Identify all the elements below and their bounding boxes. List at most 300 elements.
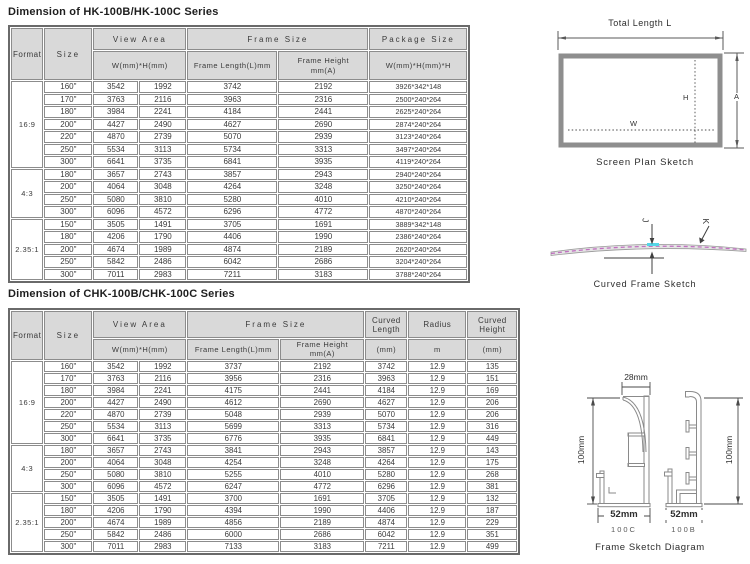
- data-cell: 4870*240*264: [369, 206, 467, 218]
- data-cell: 5048: [187, 409, 279, 420]
- data-cell: 3048: [139, 181, 186, 193]
- data-cell: 3248: [278, 181, 368, 193]
- data-cell: 12.9: [408, 421, 466, 432]
- data-cell: 3935: [278, 156, 368, 168]
- data-cell: 2490: [139, 397, 186, 408]
- data-cell: 170": [44, 94, 92, 106]
- right-profile-name: 100B: [671, 525, 697, 534]
- table-row: [11, 131, 467, 143]
- col-package-wh: W(mm)*H(mm)*H: [369, 51, 467, 80]
- data-cell: 3313: [280, 421, 364, 432]
- data-cell: 12.9: [408, 409, 466, 420]
- data-cell: 2241: [139, 106, 186, 118]
- data-cell: 2940*240*264: [369, 169, 467, 181]
- data-cell: 5070: [187, 131, 277, 143]
- table-row: [11, 181, 467, 193]
- data-cell: 200": [44, 181, 92, 193]
- table-row: [11, 505, 517, 516]
- data-cell: 3123*240*264: [369, 131, 467, 143]
- data-cell: 6641: [93, 156, 138, 168]
- data-cell: 3248: [280, 457, 364, 468]
- table-row: [11, 433, 517, 444]
- data-cell: 3705: [365, 493, 407, 504]
- data-cell: 150": [44, 493, 92, 504]
- data-cell: 4206: [93, 231, 138, 243]
- table-row: [11, 361, 517, 372]
- table-row: [11, 529, 517, 540]
- data-cell: 3113: [139, 144, 186, 156]
- data-cell: 3788*240*264: [369, 269, 467, 281]
- table-row: [11, 385, 517, 396]
- table-row: [11, 517, 517, 528]
- data-cell: 3926*342*148: [369, 81, 467, 93]
- data-cell: 4406: [187, 231, 277, 243]
- data-cell: 7133: [187, 541, 279, 552]
- table-row: [11, 94, 467, 106]
- data-cell: 5255: [187, 469, 279, 480]
- data-cell: 250": [44, 256, 92, 268]
- data-cell: 6296: [365, 481, 407, 492]
- data-cell: 220": [44, 409, 92, 420]
- col-frame-size: Frame Size: [187, 311, 364, 338]
- data-cell: 3889*342*148: [369, 219, 467, 231]
- data-cell: 2939: [278, 131, 368, 143]
- col-view-area-wh: W(mm)*H(mm): [93, 51, 186, 80]
- data-cell: 2625*240*264: [369, 106, 467, 118]
- data-cell: 4612: [187, 397, 279, 408]
- data-cell: 3183: [278, 269, 368, 281]
- data-cell: 300": [44, 156, 92, 168]
- left-profile-name: 100C: [611, 525, 637, 534]
- data-cell: 3700: [187, 493, 279, 504]
- data-cell: 12.9: [408, 529, 466, 540]
- chk-series-title: Dimension of CHK-100B/CHK-100C Series: [8, 288, 235, 300]
- data-cell: 1989: [139, 244, 186, 256]
- data-cell: 1491: [139, 219, 186, 231]
- data-cell: 4772: [278, 206, 368, 218]
- data-cell: 6042: [187, 256, 277, 268]
- frame-height-label: Frame Height: [296, 340, 349, 349]
- data-cell: 3204*240*264: [369, 256, 467, 268]
- data-cell: 143: [467, 445, 517, 456]
- data-cell: 4427: [93, 119, 138, 131]
- data-cell: 2739: [139, 131, 186, 143]
- data-cell: 2116: [139, 94, 186, 106]
- right-profile-52mm-label: 52mm: [664, 510, 704, 520]
- data-cell: 5534: [93, 421, 138, 432]
- data-cell: 4394: [187, 505, 279, 516]
- table-row: [11, 256, 467, 268]
- data-cell: 250": [44, 469, 92, 480]
- data-cell: 268: [467, 469, 517, 480]
- data-cell: 7011: [93, 541, 138, 552]
- data-cell: 180": [44, 445, 92, 456]
- col-curved-length-unit: (mm): [365, 339, 407, 360]
- data-cell: 175: [467, 457, 517, 468]
- data-cell: 2686: [278, 256, 368, 268]
- data-cell: 2316: [280, 373, 364, 384]
- data-cell: 2241: [139, 385, 186, 396]
- table-row: [11, 169, 467, 181]
- data-cell: 5280: [365, 469, 407, 480]
- data-cell: 250": [44, 529, 92, 540]
- data-cell: 1790: [139, 231, 186, 243]
- data-cell: 3963: [187, 94, 277, 106]
- data-cell: 2686: [280, 529, 364, 540]
- data-cell: 1992: [139, 361, 186, 372]
- data-cell: 5080: [93, 469, 138, 480]
- data-cell: 6296: [187, 206, 277, 218]
- table-row: [11, 156, 467, 168]
- data-cell: 499: [467, 541, 517, 552]
- data-cell: 316: [467, 421, 517, 432]
- left-profile-100mm-label: 100mm: [576, 435, 586, 465]
- data-cell: 4874: [365, 517, 407, 528]
- data-cell: 5699: [187, 421, 279, 432]
- data-cell: 135: [467, 361, 517, 372]
- hk-dimension-table-wrap: [8, 25, 470, 283]
- data-cell: 12.9: [408, 541, 466, 552]
- frame-sketch-caption: Frame Sketch Diagram: [595, 542, 705, 553]
- data-cell: 5080: [93, 194, 138, 206]
- data-cell: 1491: [139, 493, 186, 504]
- data-cell: 381: [467, 481, 517, 492]
- data-cell: 4184: [365, 385, 407, 396]
- data-cell: 300": [44, 269, 92, 281]
- table-row: [11, 469, 517, 480]
- data-cell: 351: [467, 529, 517, 540]
- j-dim-label: J: [640, 218, 651, 223]
- data-cell: 4175: [187, 385, 279, 396]
- data-cell: 3956: [187, 373, 279, 384]
- data-cell: 1989: [139, 517, 186, 528]
- data-cell: 4210*240*264: [369, 194, 467, 206]
- data-cell: 3705: [187, 219, 277, 231]
- data-cell: 3810: [139, 469, 186, 480]
- data-cell: 4427: [93, 397, 138, 408]
- data-cell: 4206: [93, 505, 138, 516]
- col-view-area: View Area: [93, 28, 186, 50]
- col-frame-height: [278, 51, 368, 80]
- table-row: [11, 397, 517, 408]
- data-cell: 12.9: [408, 505, 466, 516]
- col-curved-height: Curved Height: [467, 311, 517, 338]
- data-cell: 300": [44, 206, 92, 218]
- data-cell: 4406: [365, 505, 407, 516]
- data-cell: 250": [44, 421, 92, 432]
- table-row: [11, 373, 517, 384]
- table-header-row: [11, 311, 517, 338]
- chk-dimension-table-wrap: [8, 308, 520, 555]
- format-cell: 16:9: [11, 361, 43, 444]
- data-cell: 3505: [93, 493, 138, 504]
- profile-28mm-label: 28mm: [624, 372, 648, 382]
- data-cell: 4627: [187, 119, 277, 131]
- format-cell: 2.35:1: [11, 219, 43, 281]
- data-cell: 4010: [280, 469, 364, 480]
- data-cell: 2743: [139, 445, 186, 456]
- data-cell: 2316: [278, 94, 368, 106]
- data-cell: 3497*240*264: [369, 144, 467, 156]
- data-cell: 6042: [365, 529, 407, 540]
- data-cell: 3857: [187, 169, 277, 181]
- table-header-row: [11, 28, 467, 50]
- data-cell: 1990: [278, 231, 368, 243]
- data-cell: 4874: [187, 244, 277, 256]
- table-row: [11, 206, 467, 218]
- frame-profiles-drawing: [540, 330, 750, 564]
- data-cell: 12.9: [408, 469, 466, 480]
- data-cell: 1990: [280, 505, 364, 516]
- table-row: [11, 194, 467, 206]
- data-cell: 2743: [139, 169, 186, 181]
- col-frame-height: [280, 339, 364, 360]
- data-cell: 12.9: [408, 481, 466, 492]
- table-row: [11, 231, 467, 243]
- data-cell: 180": [44, 231, 92, 243]
- data-cell: 3857: [365, 445, 407, 456]
- data-cell: 200": [44, 457, 92, 468]
- table-row: [11, 244, 467, 256]
- table-row: [11, 445, 517, 456]
- data-cell: 3742: [365, 361, 407, 372]
- data-cell: 12.9: [408, 373, 466, 384]
- data-cell: 3737: [187, 361, 279, 372]
- data-cell: 6841: [365, 433, 407, 444]
- data-cell: 250": [44, 194, 92, 206]
- data-cell: 3763: [93, 373, 138, 384]
- col-view-area-wh: W(mm)*H(mm): [93, 339, 186, 360]
- data-cell: 12.9: [408, 493, 466, 504]
- data-cell: 4264: [187, 181, 277, 193]
- data-cell: 180": [44, 505, 92, 516]
- data-cell: 12.9: [408, 397, 466, 408]
- data-cell: 5842: [93, 529, 138, 540]
- data-cell: 7011: [93, 269, 138, 281]
- data-cell: 200": [44, 517, 92, 528]
- data-cell: 180": [44, 385, 92, 396]
- table-row: [11, 219, 467, 231]
- data-cell: 3113: [139, 421, 186, 432]
- data-cell: 1691: [278, 219, 368, 231]
- data-cell: 4870: [93, 131, 138, 143]
- data-cell: 2441: [280, 385, 364, 396]
- data-cell: 187: [467, 505, 517, 516]
- data-cell: 6096: [93, 481, 138, 492]
- data-cell: 4674: [93, 244, 138, 256]
- data-cell: 2943: [280, 445, 364, 456]
- data-cell: 3935: [280, 433, 364, 444]
- data-cell: 200": [44, 244, 92, 256]
- data-cell: 1790: [139, 505, 186, 516]
- data-cell: 1992: [139, 81, 186, 93]
- width-dim-label: W: [630, 119, 638, 128]
- data-cell: 2386*240*264: [369, 231, 467, 243]
- table-row: [11, 541, 517, 552]
- frame-height-unit: mm(A): [310, 65, 336, 75]
- frame-height-unit: mm(A): [309, 349, 335, 359]
- col-package-size: Package Size: [369, 28, 467, 50]
- table-row: [11, 269, 467, 281]
- data-cell: 2739: [139, 409, 186, 420]
- data-cell: 12.9: [408, 385, 466, 396]
- data-cell: 6641: [93, 433, 138, 444]
- table-row: [11, 106, 467, 118]
- hk-series-title: Dimension of HK-100B/HK-100C Series: [8, 6, 219, 18]
- table-row: [11, 119, 467, 131]
- data-cell: 300": [44, 481, 92, 492]
- data-cell: 3657: [93, 169, 138, 181]
- data-cell: 3735: [139, 156, 186, 168]
- table-row: [11, 144, 467, 156]
- col-frame-size: Frame Size: [187, 28, 368, 50]
- data-cell: 12.9: [408, 361, 466, 372]
- data-cell: 2690: [280, 397, 364, 408]
- data-cell: 6776: [187, 433, 279, 444]
- data-cell: 220": [44, 131, 92, 143]
- table-row: [11, 421, 517, 432]
- data-cell: 4064: [93, 181, 138, 193]
- data-cell: 12.9: [408, 433, 466, 444]
- data-cell: 200": [44, 397, 92, 408]
- data-cell: 2189: [278, 244, 368, 256]
- left-profile-52mm-label: 52mm: [604, 510, 644, 520]
- col-frame-length: Frame Length(L)mm: [187, 339, 279, 360]
- col-curved-length: Curved Length: [365, 311, 407, 338]
- data-cell: 6247: [187, 481, 279, 492]
- data-cell: 3810: [139, 194, 186, 206]
- data-cell: 2620*240*264: [369, 244, 467, 256]
- data-cell: 6096: [93, 206, 138, 218]
- col-format: Format: [11, 28, 43, 80]
- data-cell: 5842: [93, 256, 138, 268]
- screen-plan-caption: Screen Plan Sketch: [596, 157, 694, 168]
- data-cell: 300": [44, 433, 92, 444]
- frame-sketch-diagram: [540, 330, 750, 564]
- data-cell: 2983: [139, 541, 186, 552]
- data-cell: 250": [44, 144, 92, 156]
- hk-dimension-table: [10, 27, 468, 281]
- data-cell: 12.9: [408, 517, 466, 528]
- data-cell: 2690: [278, 119, 368, 131]
- data-cell: 449: [467, 433, 517, 444]
- frame-height-label: Frame Height: [297, 56, 350, 66]
- format-cell: 4:3: [11, 169, 43, 218]
- data-cell: 2486: [139, 256, 186, 268]
- col-radius-unit: m: [408, 339, 466, 360]
- data-cell: 132: [467, 493, 517, 504]
- data-cell: 4064: [93, 457, 138, 468]
- data-cell: 3963: [365, 373, 407, 384]
- data-cell: 5280: [187, 194, 277, 206]
- data-cell: 180": [44, 169, 92, 181]
- data-cell: 4572: [139, 206, 186, 218]
- data-cell: 3984: [93, 385, 138, 396]
- k-dim-label: K: [701, 218, 712, 225]
- format-cell: 2.35:1: [11, 493, 43, 552]
- screen-plan-sketch: [540, 0, 750, 178]
- a-dim-label: A: [734, 92, 740, 101]
- data-cell: 1691: [280, 493, 364, 504]
- data-cell: 4184: [187, 106, 277, 118]
- data-cell: 2192: [280, 361, 364, 372]
- total-length-dim-label: Total Length L: [608, 18, 672, 28]
- data-cell: 151: [467, 373, 517, 384]
- data-cell: 12.9: [408, 445, 466, 456]
- data-cell: 206: [467, 397, 517, 408]
- data-cell: 4856: [187, 517, 279, 528]
- data-cell: 3735: [139, 433, 186, 444]
- data-cell: 3984: [93, 106, 138, 118]
- data-cell: 169: [467, 385, 517, 396]
- data-cell: 229: [467, 517, 517, 528]
- table-row: [11, 493, 517, 504]
- data-cell: 3763: [93, 94, 138, 106]
- data-cell: 4572: [139, 481, 186, 492]
- data-cell: 3048: [139, 457, 186, 468]
- data-cell: 2116: [139, 373, 186, 384]
- data-cell: 160": [44, 361, 92, 372]
- data-cell: 2192: [278, 81, 368, 93]
- data-cell: 4119*240*264: [369, 156, 467, 168]
- data-cell: 2486: [139, 529, 186, 540]
- format-cell: 4:3: [11, 445, 43, 492]
- data-cell: 160": [44, 81, 92, 93]
- data-cell: 4870: [93, 409, 138, 420]
- data-cell: 3505: [93, 219, 138, 231]
- data-cell: 200": [44, 119, 92, 131]
- data-cell: 2943: [278, 169, 368, 181]
- data-cell: 206: [467, 409, 517, 420]
- col-size: Size: [44, 311, 92, 360]
- data-cell: 3742: [187, 81, 277, 93]
- data-cell: 150": [44, 219, 92, 231]
- data-cell: 2189: [280, 517, 364, 528]
- data-cell: 3313: [278, 144, 368, 156]
- col-view-area: View Area: [93, 311, 186, 338]
- data-cell: 6000: [187, 529, 279, 540]
- data-cell: 2441: [278, 106, 368, 118]
- data-cell: 5070: [365, 409, 407, 420]
- data-cell: 180": [44, 106, 92, 118]
- table-row: [11, 481, 517, 492]
- data-cell: 4772: [280, 481, 364, 492]
- curved-frame-sketch: [540, 180, 750, 298]
- data-cell: 5534: [93, 144, 138, 156]
- data-cell: 2939: [280, 409, 364, 420]
- data-cell: 2500*240*264: [369, 94, 467, 106]
- height-dim-label: H: [683, 93, 689, 102]
- data-cell: 3250*240*264: [369, 181, 467, 193]
- data-cell: 5734: [187, 144, 277, 156]
- data-cell: 7211: [187, 269, 277, 281]
- data-cell: 3841: [187, 445, 279, 456]
- data-cell: 3657: [93, 445, 138, 456]
- curved-frame-caption: Curved Frame Sketch: [593, 279, 697, 289]
- col-format: Format: [11, 311, 43, 360]
- data-cell: 2490: [139, 119, 186, 131]
- data-cell: 3542: [93, 81, 138, 93]
- col-size: Size: [44, 28, 92, 80]
- data-cell: 4627: [365, 397, 407, 408]
- format-cell: 16:9: [11, 81, 43, 168]
- table-row: [11, 409, 517, 420]
- data-cell: 170": [44, 373, 92, 384]
- data-cell: 4674: [93, 517, 138, 528]
- data-cell: 4010: [278, 194, 368, 206]
- data-cell: 6841: [187, 156, 277, 168]
- data-cell: 3542: [93, 361, 138, 372]
